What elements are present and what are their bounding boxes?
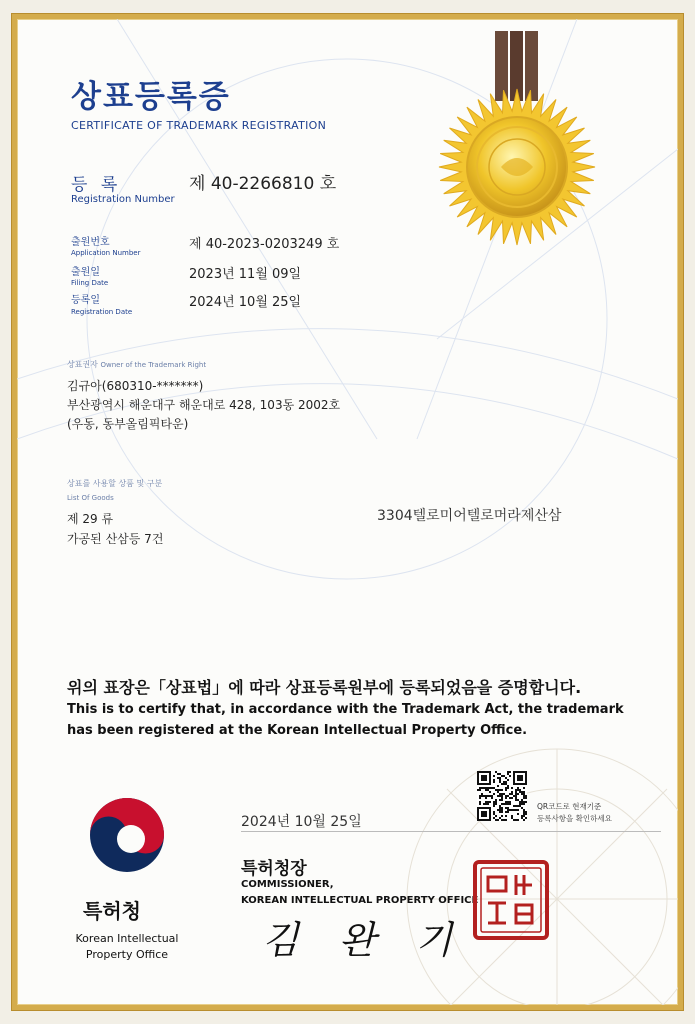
goods-items: 가공된 산삼등 7건: [67, 532, 164, 546]
owner-label-ko: 상표권자: [67, 360, 98, 369]
owner-address-1: 부산광역시 해운대구 해운대로 428, 103동 2002호: [67, 398, 341, 412]
office-name-en-2: Property Office: [85, 948, 169, 961]
commissioner-title-en-2: KOREAN INTELLECTUAL PROPERTY OFFICE: [241, 895, 479, 906]
kipo-logo-icon: [87, 795, 167, 875]
certificate-frame: [12, 14, 683, 1010]
registration-label-ko: 등 록: [71, 175, 122, 195]
filing-label-ko: 출원일: [71, 267, 100, 278]
qr-code-icon[interactable]: [477, 771, 527, 821]
office-name-ko: 특허청: [83, 899, 141, 923]
application-label-ko: 출원번호: [71, 237, 110, 248]
goods-label-ko: 상표를 사용할 상품 및 구분: [67, 479, 163, 488]
certificate-title-ko: 상표등록증: [71, 79, 231, 115]
qr-note-2: 등록사항을 확인하세요: [537, 814, 612, 823]
statement-ko: 위의 표장은「상표법」에 따라 상표등록원부에 등록되었음을 증명합니다.: [67, 678, 582, 697]
application-label-en: Application Number: [71, 249, 141, 257]
registration-date: 2024년 10월 25일: [189, 295, 302, 310]
commissioner-title-en-1: COMMISSIONER,: [241, 879, 334, 890]
certificate-title-en: CERTIFICATE OF TRADEMARK REGISTRATION: [71, 119, 327, 132]
filing-date: 2023년 11월 09일: [189, 267, 302, 282]
official-seal-stamp-icon: [472, 859, 550, 941]
registration-label-en: Registration Number: [71, 194, 175, 205]
owner-label-en: Owner of the Trademark Right: [100, 361, 207, 369]
owner-label: [67, 359, 206, 370]
application-number: 제 40-2023-0203249 호: [189, 237, 340, 252]
goods-label-en: List Of Goods: [67, 494, 114, 502]
commissioner-signature: 김 완 기: [262, 918, 467, 962]
owner-address-2: (우동, 동부올림픽타운): [67, 417, 189, 431]
statement-en-2: has been registered at the Korean Intellectual Property Office.: [67, 723, 528, 738]
office-name-en-1: Korean Intellectual: [75, 932, 179, 945]
issue-date: 2024년 10월 25일: [241, 814, 362, 830]
commissioner-title-ko: 특허청장: [241, 859, 307, 879]
signature-divider: [241, 831, 661, 832]
qr-note-1: QR코드로 현재기준: [537, 802, 602, 811]
registration-date-label-en: Registration Date: [71, 308, 133, 316]
registration-number: 제 40-2266810 호: [189, 174, 337, 194]
registration-date-label-ko: 등록일: [71, 295, 100, 306]
statement-en-1: This is to certify that, in accordance with the Trademark Act, the trademark: [67, 702, 624, 717]
owner-name: 김규아(680310-*******): [67, 379, 204, 393]
trademark-text: 3304텔로미어텔로머라제산삼: [377, 508, 562, 524]
filing-label-en: Filing Date: [71, 279, 109, 287]
goods-class: 제 29 류: [67, 512, 114, 526]
gold-seal-icon: [435, 31, 605, 261]
